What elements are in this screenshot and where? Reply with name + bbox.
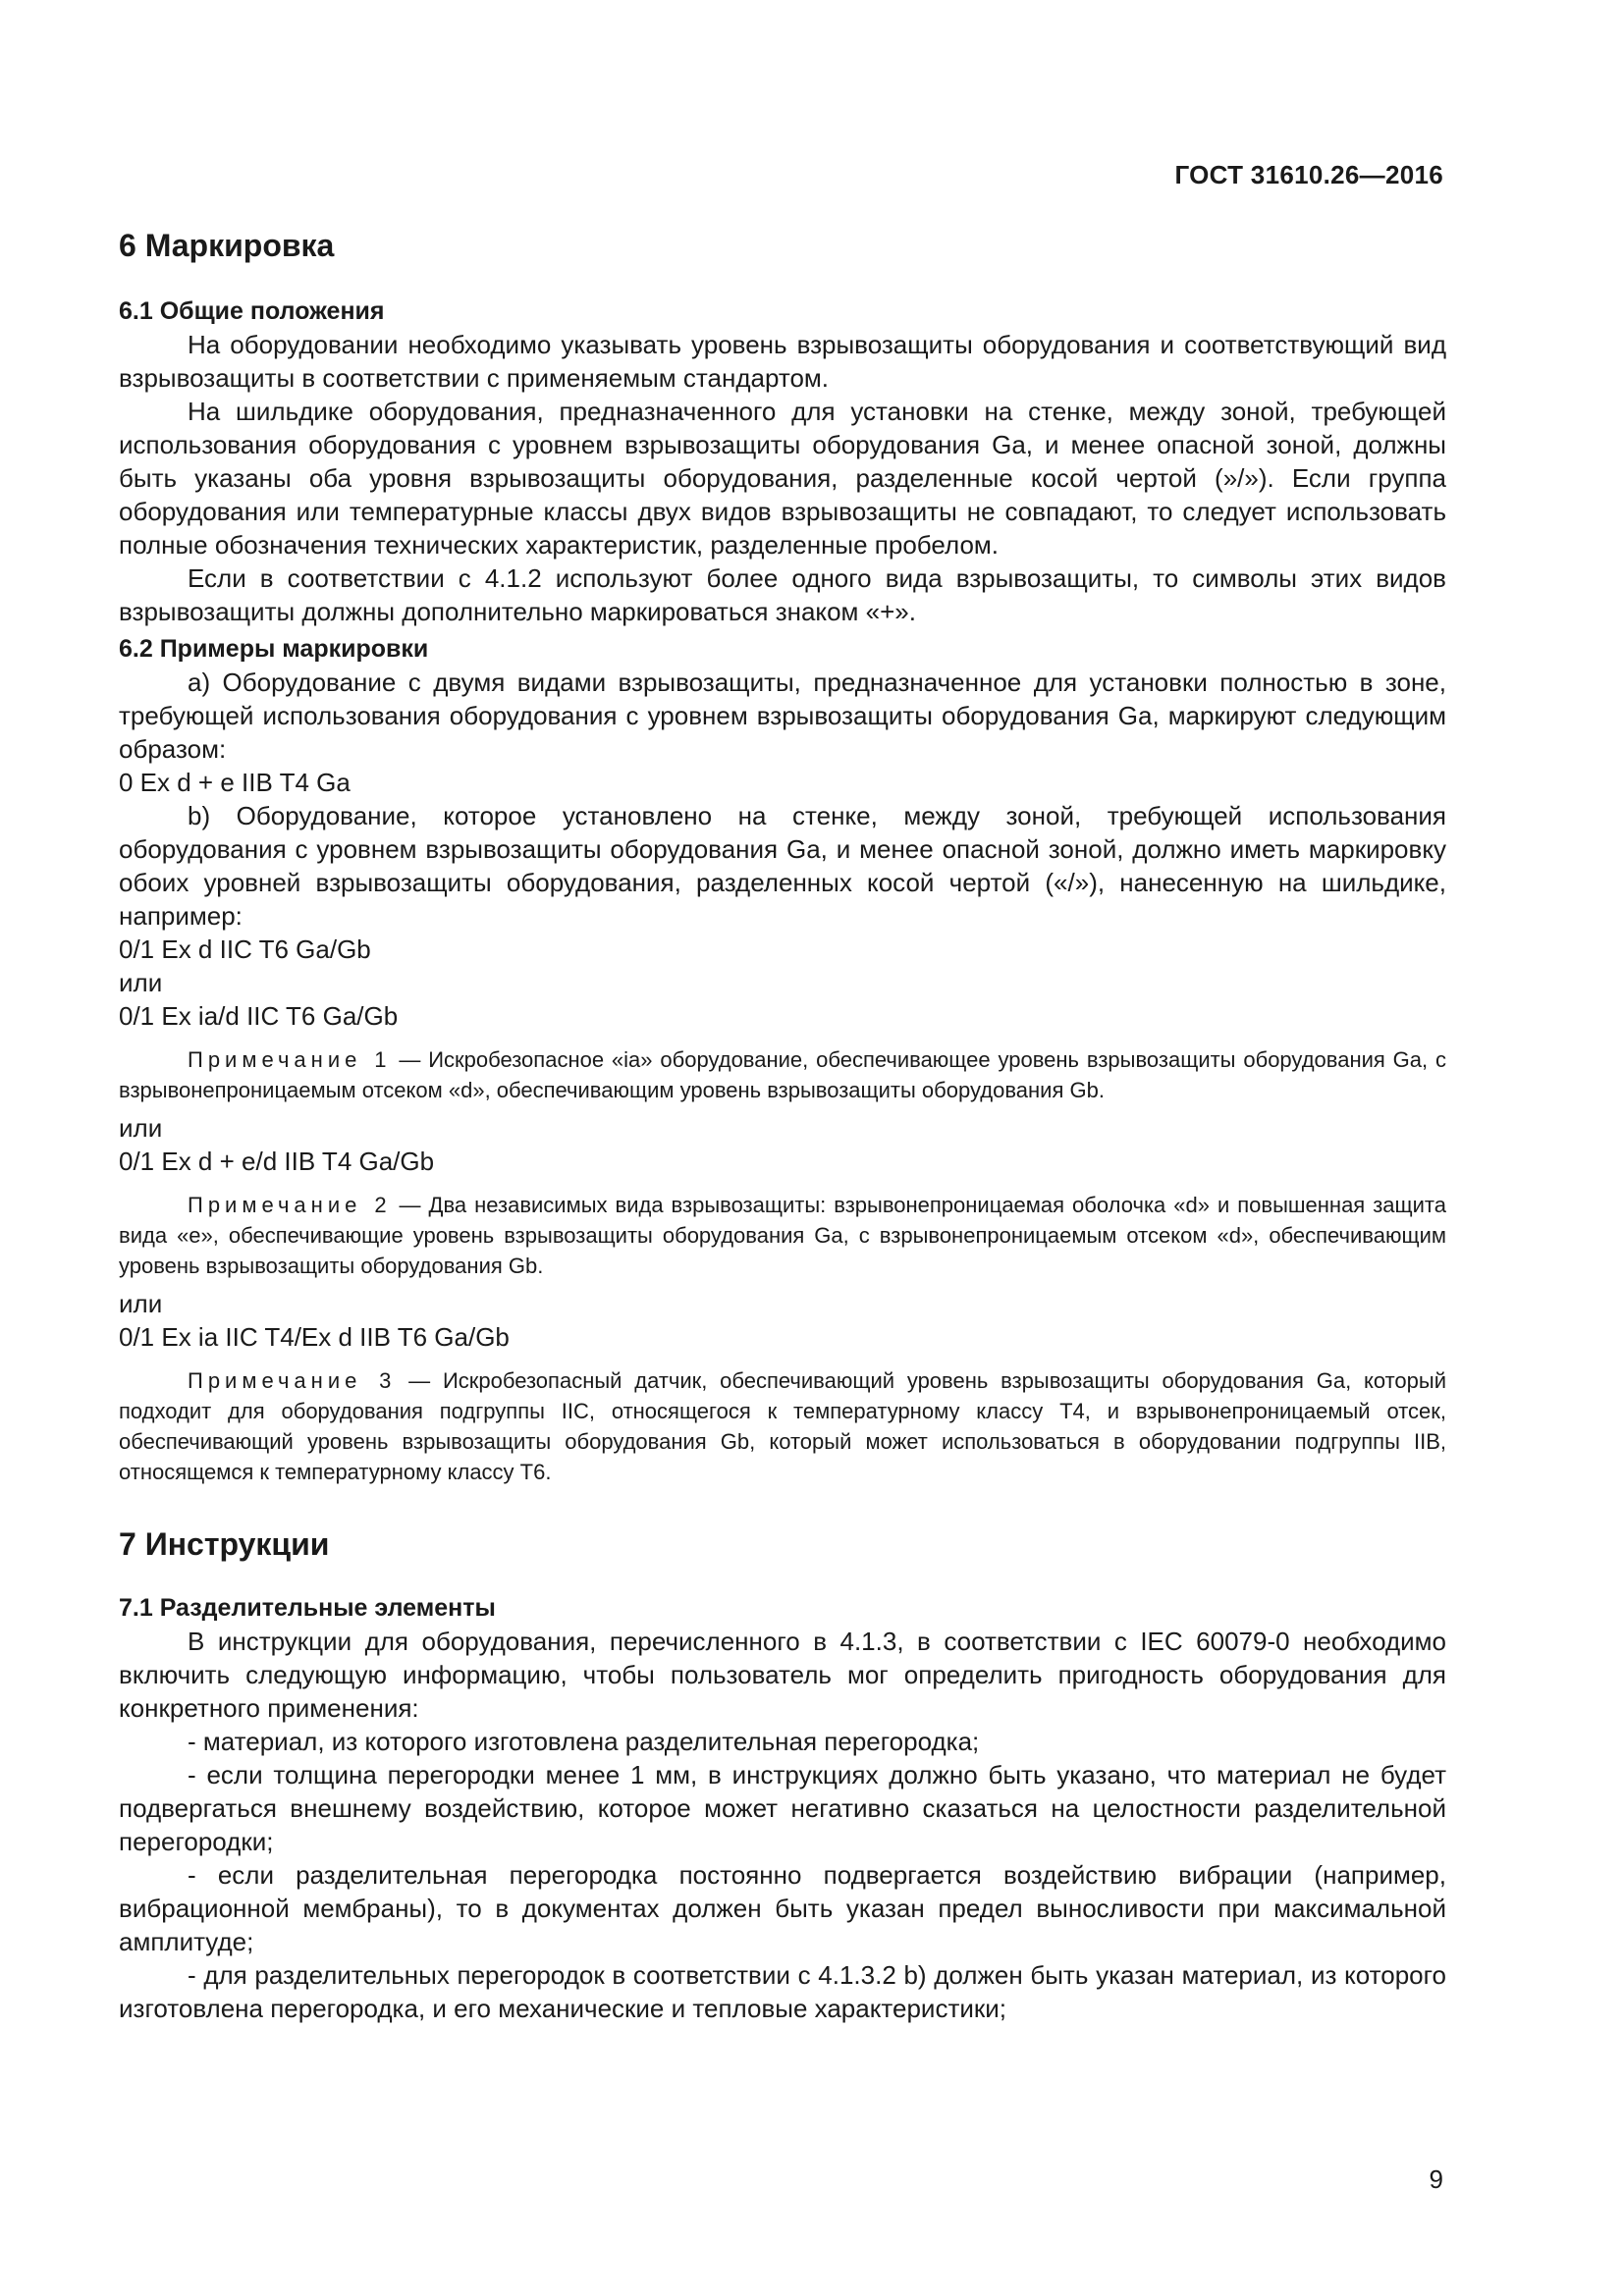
list-item: - если толщина перегородки менее 1 мм, в инструкциях должно быть указано, что материал не будет подвергаться внешнему воздействию, которое может негативно сказаться на целостности разделительной перегородки; (119, 1760, 1446, 1856)
or-text: или (119, 1113, 163, 1143)
marking-example: 0/1 Ex d + e/d IIB T4 Ga/Gb (119, 1147, 435, 1176)
note-2 (119, 1190, 1446, 1281)
note-text: — Искробезопасное «ia» оборудование, обеспечивающее уровень взрывозащиты оборудования Ga, с взрывонепроницаемым отсеком «d», обеспечивающим уровень взрывозащиты оборудования Gb. (119, 1047, 1447, 1102)
or-text: или (119, 1289, 163, 1318)
list-item: - если разделительная перегородка постоянно подвергается воздействию вибрации (например, вибрационной мембраны), то в документах должен быть указан предел выносливости при максимальной амплитуде; (119, 1860, 1446, 1956)
or-text: или (119, 968, 163, 997)
section-7-title: 7 Инструкции (119, 1526, 330, 1562)
marking-example: 0/1 Ex ia/d IIC T6 Ga/Gb (119, 1001, 399, 1031)
document-id: ГОСТ 31610.26—2016 (1174, 160, 1443, 189)
list-item: - материал, из которого изготовлена разделительная перегородка; (188, 1727, 980, 1756)
example-b: b) Оборудование, которое установлено на стенке, между зоной, требующей использования оборудования с уровнем взрывозащиты оборудования Ga, и менее опасной зоной, должно иметь маркировку обоих уровней взрывозащиты оборудования, разделенных косой чертой («/»), нанесенную на шильдике, например: (119, 801, 1446, 931)
page-number: 9 (1429, 2164, 1443, 2194)
paragraph: На оборудовании необходимо указывать уровень взрывозащиты оборудования и соответствующий вид взрывозащиты в соответствии с применяемым стандартом. (119, 330, 1446, 393)
note-text: — Искробезопасный датчик, обеспечивающий уровень взрывозащиты оборудования Ga, который подходит для оборудования подгруппы IIC, относящегося к температурному классу T4, и взрывонепроницаемый отсек, обеспечивающий уровень взрывозащиты оборудования Gb, который может использоваться в оборудовании подгруппы IIB, относящемся к температурному классу T6. (119, 1368, 1447, 1484)
section-7-1-title: 7.1 Разделительные элементы (119, 1594, 496, 1622)
marking-example: 0 Ex d + e IIB T4 Ga (119, 768, 351, 797)
note-label: Примечание 2 (188, 1193, 392, 1217)
note-label: Примечание 3 (188, 1368, 397, 1393)
section-6-1-title: 6.1 Общие положения (119, 297, 385, 325)
note-text: — Два независимых вида взрывозащиты: взрывонепроницаемая оболочка «d» и повышенная защита вида «е», обеспечивающие уровень взрывозащиты оборудования Ga, с взрывонепроницаемым отсеком «d», обеспечивающим уровень взрывозащиты оборудования Gb. (119, 1193, 1446, 1278)
page-content (119, 226, 1446, 2025)
marking-example: 0/1 Ex d IIC T6 Ga/Gb (119, 934, 371, 964)
marking-example: 0/1 Ex ia IIC T4/Ex d IIB T6 Ga/Gb (119, 1322, 510, 1352)
example-a: a) Оборудование с двумя видами взрывозащиты, предназначенное для установки полностью в зоне, требующей использования оборудования с уровнем взрывозащиты оборудования Ga, маркируют следующим образом: (119, 667, 1446, 764)
note-1 (119, 1044, 1446, 1105)
paragraph: На шильдике оборудования, предназначенного для установки на стенке, между зоной, требующей использования оборудования с уровнем взрывозащиты оборудования Ga, и менее опасной зоной, должны быть указаны оба уровня взрывозащиты оборудования, разделенные косой чертой (»/»). Если группа оборудования или температурные классы двух видов взрывозащиты не совпадают, то следует использовать полные обозначения технических характеристик, разделенные пробелом. (119, 397, 1446, 560)
section-6-title: 6 Маркировка (119, 228, 335, 263)
note-label: Примечание 1 (188, 1047, 392, 1072)
paragraph: Если в соответствии с 4.1.2 используют более одного вида взрывозащиты, то символы этих видов взрывозащиты должны дополнительно маркироваться знаком «+». (119, 563, 1446, 626)
note-3 (119, 1365, 1446, 1487)
section-6-2-title: 6.2 Примеры маркировки (119, 635, 429, 663)
paragraph: В инструкции для оборудования, перечисленного в 4.1.3, в соответствии с IEC 60079-0 необходимо включить следующую информацию, чтобы пользователь мог определить пригодность оборудования для конкретного применения: (119, 1627, 1446, 1723)
list-item: - для разделительных перегородок в соответствии с 4.1.3.2 b) должен быть указан материал, из которого изготовлена перегородка, и его механические и тепловые характеристики; (119, 1960, 1446, 2023)
